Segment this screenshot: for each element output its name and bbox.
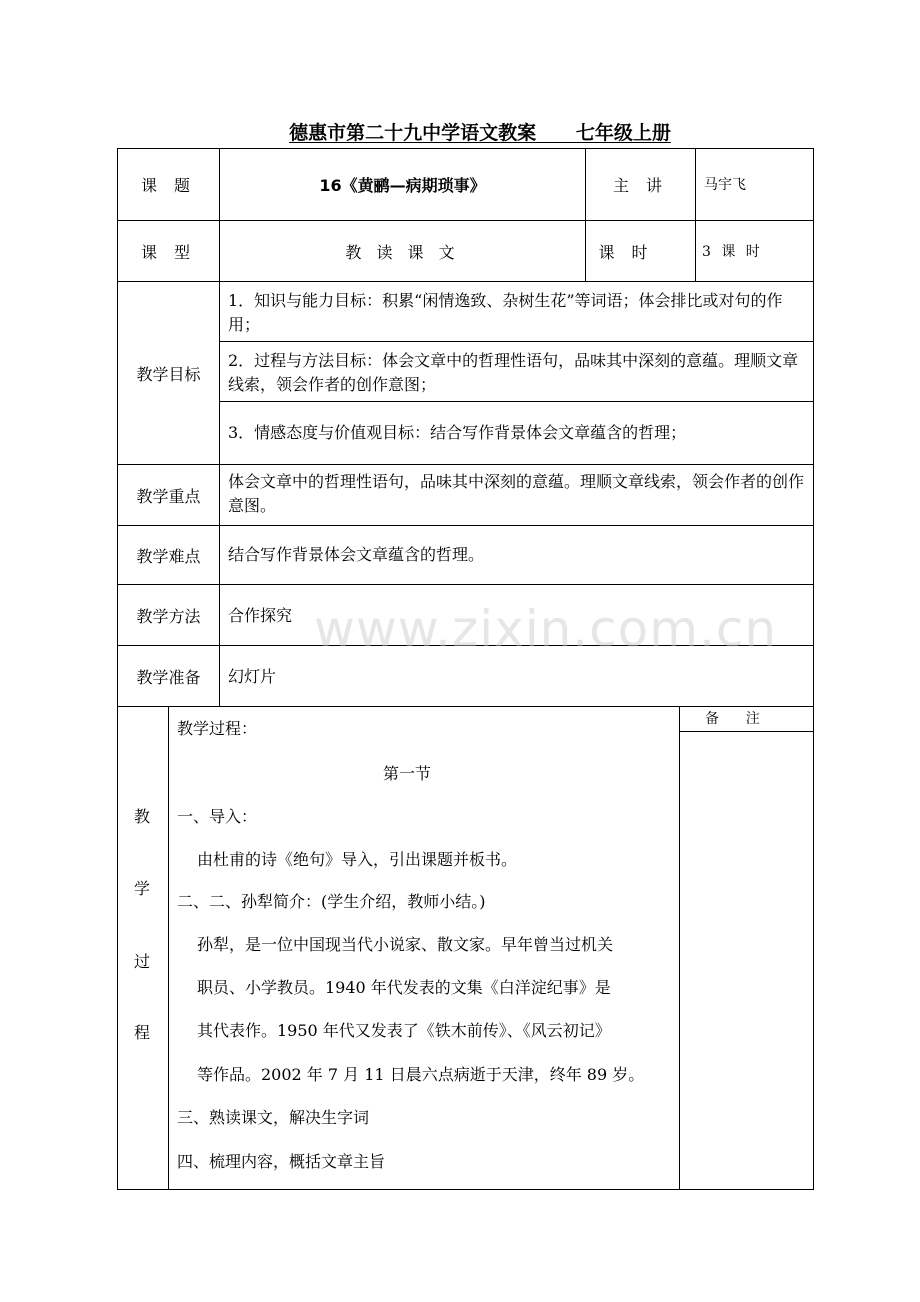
process-section: 第一节 [383,764,432,783]
notes-header-divider [679,731,814,732]
lecturer-value: 马宇飞 [704,177,746,193]
difficulty-value: 结合写作背景体会文章蕴含的哲理。 [228,545,485,564]
table-border-bottom [117,1189,814,1190]
column-divider [695,148,696,281]
row-divider [117,525,814,526]
goal-item: 3．情感态度与价值观目标：结合写作背景体会文章蕴含的哲理； [228,423,687,442]
row-divider [117,281,814,282]
column-divider [679,706,680,1190]
watermark: www.zixin.com.cn [314,600,778,658]
process-line: 四、梳理内容，概括文章主旨 [177,1152,386,1171]
row-divider [117,584,814,585]
process-label-char: 程 [134,1023,151,1042]
prep-label: 教学准备 [136,667,201,687]
difficulty-label: 教学难点 [136,546,201,566]
process-label-char: 教 [134,807,151,826]
hours-value: 3 课 时 [702,244,763,260]
topic-label: 课 题 [140,176,197,195]
process-label-char: 学 [134,879,151,898]
process-line: 等作品。2002 年 7 月 11 日晨六点病逝于天津，终年 89 岁。 [197,1065,645,1084]
row-divider [219,341,814,342]
process-heading: 教学过程： [177,719,258,738]
process-label-char: 过 [134,952,151,971]
key-label: 教学重点 [136,486,201,506]
page-title: 德惠市第二十九中学语文教案 七年级上册 [289,122,671,144]
process-line: 一、导入： [177,807,258,826]
notes-label: 备 注 [705,711,760,727]
method-value: 合作探究 [228,606,293,625]
column-divider [168,706,169,1190]
process-line: 其代表作。1950 年代又发表了《铁木前传》、《风云初记》 [197,1021,611,1040]
goal-item: 2．过程与方法目标：体会文章中的哲理性语句，品味其中深刻的意蕴。理顺文章线索，领会作者的创作意图； [228,351,799,394]
table-border-right [813,148,814,1190]
hours-label: 课 时 [598,242,654,262]
prep-value: 幻灯片 [228,667,277,686]
key-value: 体会文章中的哲理性语句，品味其中深刻的意蕴。理顺文章线索，领会作者的创作意图。 [228,472,805,515]
goals-label: 教学目标 [136,364,201,384]
process-line: 由杜甫的诗《绝句》导入，引出课题并板书。 [197,850,518,869]
process-line: 三、熟读课文，解决生字词 [177,1108,370,1127]
type-value: 教 读 课 文 [345,242,460,262]
type-label: 课 型 [140,242,197,262]
row-divider [219,401,814,402]
process-line: 二、二、孙犁简介：(学生介绍，教师小结。) [177,892,486,911]
topic-value: 16《黄鹂—病期琐事》 [319,176,486,195]
row-divider [117,464,814,465]
process-line: 孙犁，是一位中国现当代小说家、散文家。早年曾当过机关 [197,935,614,954]
goal-item: 1．知识与能力目标：积累“闲情逸致、杂树生花”等词语；体会排比或对句的作用； [228,291,783,334]
lecturer-label: 主 讲 [612,176,669,195]
process-line: 职员、小学教员。1940 年代发表的文集《白洋淀纪事》是 [197,978,611,997]
method-label: 教学方法 [136,606,201,626]
